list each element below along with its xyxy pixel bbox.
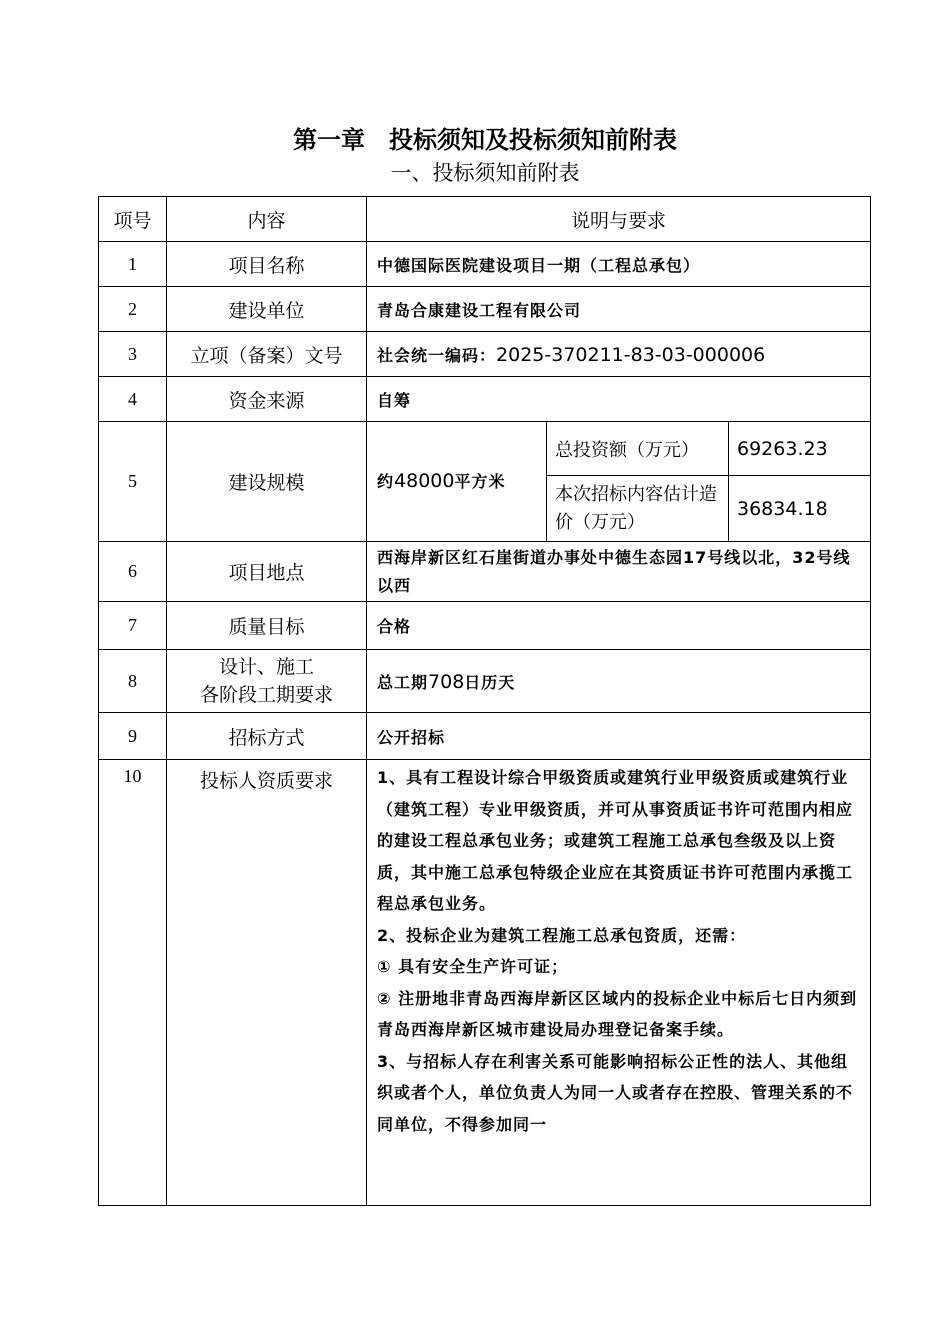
- row-value: [367, 650, 871, 713]
- registration-code: 2025-370211-83-03-000006: [496, 343, 766, 366]
- value-prefix: 社会统一编码：: [377, 345, 497, 365]
- table-row: [99, 422, 871, 476]
- row-value: [367, 332, 871, 377]
- row-value: 合格: [367, 602, 871, 650]
- value-suffix: 日历天: [464, 672, 516, 692]
- page-title: 第一章 投标须知及投标须知前附表: [293, 126, 677, 154]
- row-number: 8: [99, 650, 167, 713]
- header-item-no: 项号: [99, 197, 167, 242]
- header-content: 内容: [167, 197, 367, 242]
- row-item: 招标方式: [167, 713, 367, 760]
- row-item: 质量目标: [167, 602, 367, 650]
- requirement-paragraph: ① 具有安全生产许可证；: [377, 957, 569, 976]
- row-item: 资金来源: [167, 377, 367, 422]
- bid-notice-table: [98, 196, 871, 1206]
- duration-days: 708: [428, 670, 465, 693]
- area-prefix: 约: [377, 472, 395, 491]
- row-item-line1: 设计、施工: [218, 656, 314, 678]
- row-item: [167, 650, 367, 713]
- table-header-row: [99, 197, 871, 242]
- row-value: 青岛合康建设工程有限公司: [367, 287, 871, 332]
- building-area: [367, 422, 547, 542]
- total-investment-label: 总投资额（万元）: [547, 422, 729, 476]
- row-number: 3: [99, 332, 167, 377]
- row-number: 5: [99, 422, 167, 542]
- row-number: 2: [99, 287, 167, 332]
- row-number: 9: [99, 713, 167, 760]
- estimated-cost-value: 36834.18: [729, 476, 871, 542]
- table-row: [99, 760, 871, 1206]
- row-number: 10: [99, 760, 167, 1206]
- requirement-paragraph: ② 注册地非青岛西海岸新区区域内的投标企业中标后七日内须到青岛西海岸新区城市建设局办理登记备案手续。: [377, 988, 858, 1039]
- row-number: 4: [99, 377, 167, 422]
- section-subtitle: 一、投标须知前附表: [390, 161, 580, 185]
- estimated-cost-label: 本次招标内容估计造价（万元）: [547, 476, 729, 542]
- area-number: 48000: [394, 470, 455, 492]
- row-value: 中德国际医院建设项目一期（工程总承包）: [367, 242, 871, 287]
- row-number: 7: [99, 602, 167, 650]
- row-item: 投标人资质要求: [167, 760, 367, 1206]
- row-item: 立项（备案）文号: [167, 332, 367, 377]
- row-value: 西海岸新区红石崖街道办事处中德生态园17号线以北，32号线以西: [367, 542, 871, 602]
- row-item-line2: 各阶段工期要求: [199, 684, 333, 706]
- row-number: 1: [99, 242, 167, 287]
- row-item: 建设规模: [167, 422, 367, 542]
- row-item: 项目地点: [167, 542, 367, 602]
- row-item: 项目名称: [167, 242, 367, 287]
- table-row: [99, 377, 871, 422]
- row-value: 公开招标: [367, 713, 871, 760]
- total-investment-value: 69263.23: [729, 422, 871, 476]
- requirement-paragraph: 1、具有工程设计综合甲级资质或建筑行业甲级资质或建筑行业（建筑工程）专业甲级资质，并可从事资质证书许可范围内相应的建设工程总承包业务；或建筑工程施工总承包叁级及以上资质，其中施工总承包特级企业应在其资质证书许可范围内承揽工程总承包业务。: [377, 768, 854, 913]
- table-row: [99, 713, 871, 760]
- table-row: [99, 602, 871, 650]
- requirement-paragraph: 2、投标企业为建筑工程施工总承包资质，还需：: [377, 925, 747, 945]
- row-value: 自筹: [367, 377, 871, 422]
- table-row: [99, 542, 871, 602]
- row-number: 6: [99, 542, 167, 602]
- table-row: [99, 650, 871, 713]
- table-row: [99, 287, 871, 332]
- table-row: [99, 242, 871, 287]
- table-row: [99, 332, 871, 377]
- requirement-paragraph: 3、与招标人存在利害关系可能影响招标公正性的法人、其他组织或者个人，单位负责人为同一人或者存在控股、管理关系的不同单位，不得参加同一: [377, 1051, 854, 1134]
- area-unit: 平方米: [454, 472, 506, 491]
- header-requirements: 说明与要求: [367, 197, 871, 242]
- qualification-requirements: [367, 760, 871, 1206]
- value-prefix: 总工期: [377, 672, 429, 692]
- row-item: 建设单位: [167, 287, 367, 332]
